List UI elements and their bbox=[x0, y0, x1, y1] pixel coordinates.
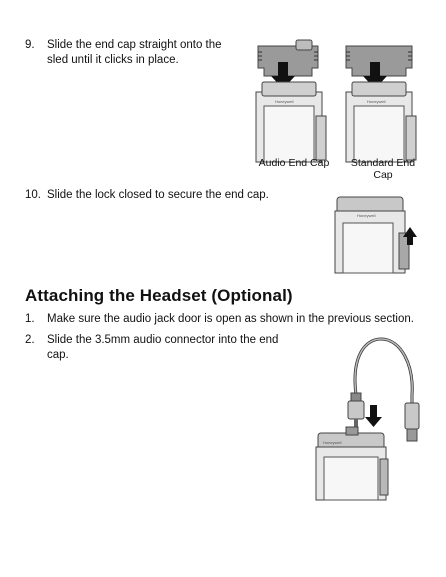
end-cap-lock-illustration bbox=[333, 193, 413, 273]
caption-audio-end-cap: Audio End Cap bbox=[258, 157, 330, 169]
step-number: 9. bbox=[25, 39, 35, 51]
caption-standard-end-cap: Standard End Cap bbox=[350, 157, 416, 181]
step-text: Make sure the audio jack door is open as shown in the previous section. bbox=[47, 313, 414, 325]
device-brand-3: Honeywell bbox=[357, 213, 376, 218]
step-text: Slide the 3.5mm audio connector into the end cap. bbox=[47, 334, 279, 361]
section-title: Attaching the Headset (Optional) bbox=[25, 286, 293, 305]
headset-connector-illustration bbox=[296, 335, 436, 500]
step-text: Slide the lock closed to secure the end cap. bbox=[47, 189, 269, 201]
device-brand-2: Honeywell bbox=[367, 99, 386, 104]
step-number: 2. bbox=[25, 334, 35, 346]
device-brand-1: Honeywell bbox=[275, 99, 294, 104]
step-number: 1. bbox=[25, 313, 35, 325]
device-brand-4: Honeywell bbox=[323, 440, 342, 445]
step-number: 10. bbox=[25, 189, 41, 201]
step-text: Slide the end cap straight onto the sled until it clicks in place. bbox=[47, 39, 222, 66]
